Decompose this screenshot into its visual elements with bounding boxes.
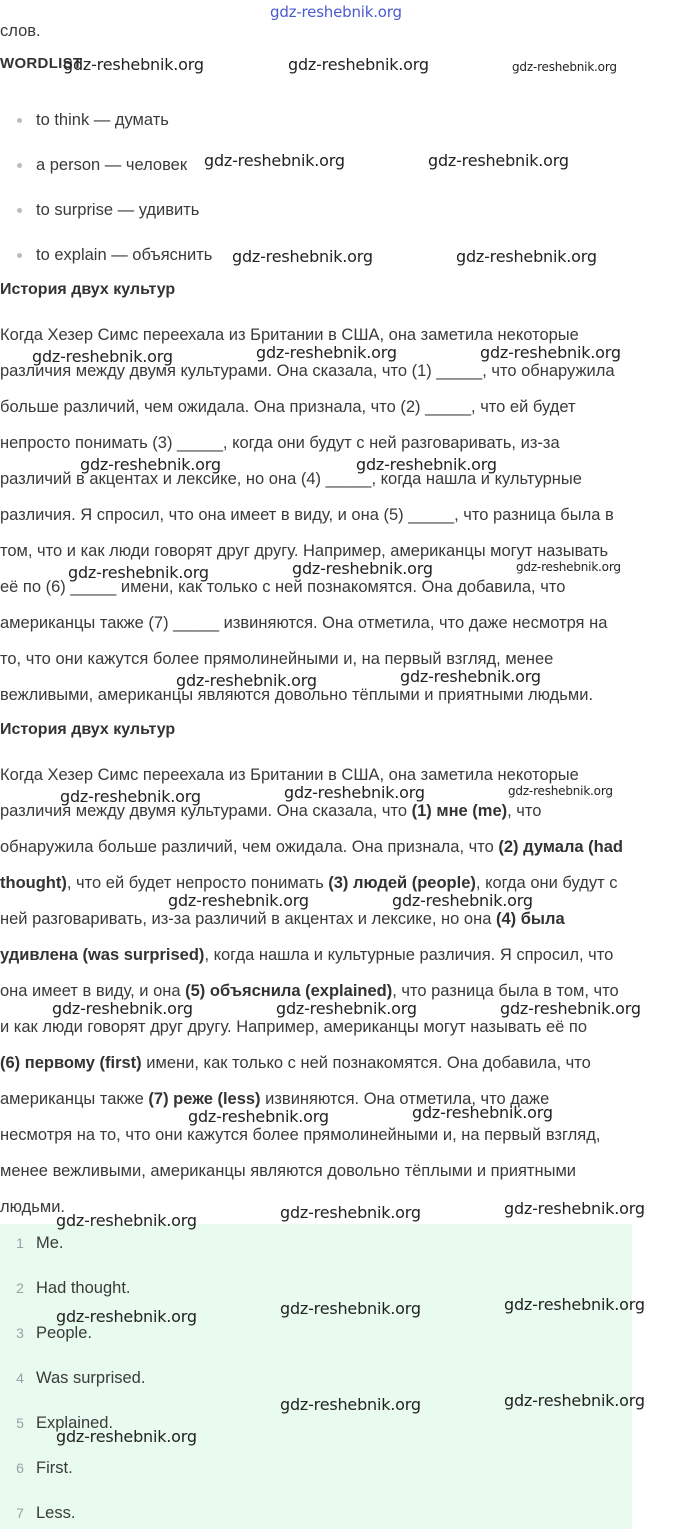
wordlist-item: to surprise — удивить: [0, 188, 212, 233]
task-line: различия между двумя культурами. Она сказала, что (1) _____, что обнаружила: [0, 362, 615, 380]
answer-line: [0, 1045, 680, 1081]
answer-paragraph: [0, 757, 680, 1225]
watermark-text: gdz-reshebnik.org: [52, 999, 193, 1018]
watermark-text: gdz-reshebnik.org: [392, 891, 533, 910]
answer-line: [0, 937, 680, 973]
answer-value: Me.: [36, 1234, 64, 1252]
answer-text: , когда они будут с: [475, 874, 618, 892]
answer-value: People.: [36, 1324, 92, 1342]
answer-value: Less.: [36, 1504, 76, 1522]
watermark-text: gdz-reshebnik.org: [276, 999, 417, 1018]
answer-text: Когда Хезер Симс переехала из Британии в США, она заметила некоторые: [0, 766, 579, 784]
wordlist-item: to think — думать: [0, 98, 212, 143]
answer-text: несмотря на то, что они кажутся более прямолинейными и, на первый взгляд,: [0, 1126, 601, 1144]
watermark-text: gdz-reshebnik.org: [56, 1211, 197, 1230]
answer-value: Explained.: [36, 1414, 114, 1432]
watermark-text: gdz-reshebnik.org: [508, 784, 613, 798]
watermark-text: gdz-reshebnik.org: [504, 1295, 645, 1314]
watermark-text: gdz-reshebnik.org: [176, 671, 317, 690]
answer-value: First.: [36, 1459, 73, 1477]
wordlist: [0, 98, 212, 278]
intro-text-tail: слов.: [0, 22, 41, 40]
task-line: американцы также (7) _____ извиняются. Она отметила, что даже несмотря на: [0, 614, 608, 632]
watermark-text: gdz-reshebnik.org: [292, 559, 433, 578]
watermark-text: gdz-reshebnik.org: [204, 151, 345, 170]
task-line: Когда Хезер Симс переехала из Британии в США, она заметила некоторые: [0, 326, 579, 344]
wordlist-heading: WORDLIST: [0, 55, 83, 72]
task-line: непросто понимать (3) _____, когда они будут с ней разговаривать, из-за: [0, 434, 560, 452]
answer-section-title: История двух культур: [0, 721, 176, 738]
answer-highlight: (6) первому (first): [0, 1054, 142, 1072]
answer-highlight: (5) объяснила (explained): [185, 982, 393, 1000]
watermark-text: gdz-reshebnik.org: [168, 891, 309, 910]
answer-line: [0, 829, 680, 865]
task-line: вежливыми, американцы являются довольно тёплыми и приятными людьми.: [0, 686, 594, 704]
watermark-text: gdz-reshebnik.org: [284, 783, 425, 802]
answer-number: 2: [16, 1280, 24, 1296]
answer-text: американцы также: [0, 1090, 149, 1108]
answer-number: 7: [16, 1505, 24, 1521]
watermark-text: gdz-reshebnik.org: [280, 1299, 421, 1318]
answer-highlight: (2) думала (had: [498, 838, 624, 856]
watermark-text: gdz-reshebnik.org: [400, 667, 541, 686]
answer-text: менее вежливыми, американцы являются довольно тёплыми и приятными: [0, 1162, 577, 1180]
answer-text: и как люди говорят друг другу. Например, американцы могут называть её по: [0, 1018, 587, 1036]
answer-text: обнаружила больше различий, чем ожидала. Она признала, что: [0, 838, 499, 856]
watermark-text: gdz-reshebnik.org: [512, 60, 617, 74]
answer-text: , когда нашла и культурные различия. Я спросил, что: [204, 946, 614, 964]
watermark-text: gdz-reshebnik.org: [280, 1395, 421, 1414]
answer-highlight: (1) мне (me): [411, 802, 508, 820]
watermark-text: gdz-reshebnik.org: [56, 1427, 197, 1446]
task-paragraph: [0, 317, 680, 713]
watermark-text: gdz-reshebnik.org: [280, 1203, 421, 1222]
watermark-text: gdz-reshebnik.org: [270, 3, 402, 21]
watermark-text: gdz-reshebnik.org: [412, 1103, 553, 1122]
answer-text: различия между двумя культурами. Она сказала, что: [0, 802, 412, 820]
task-line: больше различий, чем ожидала. Она признала, что (2) _____, что ей будет: [0, 398, 576, 416]
watermark-text: gdz-reshebnik.org: [288, 55, 429, 74]
task-line: том, что и как люди говорят друг другу. Например, американцы могут называть: [0, 542, 609, 560]
task-line: различий в акцентах и лексике, но она (4) _____, когда нашла и культурные: [0, 470, 582, 488]
answer-highlight: удивлена (was surprised): [0, 946, 205, 964]
wordlist-item: to explain — объяснить: [0, 233, 212, 278]
answer-text: имени, как только с ней познакомятся. Она добавила, что: [141, 1054, 591, 1072]
answer-list: [0, 1224, 632, 1529]
watermark-text: gdz-reshebnik.org: [480, 343, 621, 362]
task-line: её по (6) _____ имени, как только с ней познакомятся. Она добавила, что: [0, 578, 566, 596]
task-line: различия. Я спросил, что она имеет в виду, и она (5) _____, что разница была в: [0, 506, 614, 524]
answer-value: Had thought.: [36, 1279, 131, 1297]
answer-highlight: (7) реже (less): [148, 1090, 261, 1108]
watermark-text: gdz-reshebnik.org: [504, 1199, 645, 1218]
answer-text: , что: [507, 802, 542, 820]
answer-item: [0, 1224, 632, 1269]
answer-text: ней разговаривать, из-за различий в акцентах и лексике, но она: [0, 910, 496, 928]
watermark-text: gdz-reshebnik.org: [68, 563, 209, 582]
answer-text: людьми.: [0, 1198, 66, 1216]
answer-line: [0, 901, 680, 937]
watermark-text: gdz-reshebnik.org: [504, 1391, 645, 1410]
watermark-text: gdz-reshebnik.org: [232, 247, 373, 266]
answer-number: 3: [16, 1325, 24, 1341]
answer-item: [0, 1449, 632, 1494]
watermark-text: gdz-reshebnik.org: [60, 787, 201, 806]
answer-text: она имеет в виду, и она: [0, 982, 186, 1000]
answer-text: , что разница была в том, что: [392, 982, 619, 1000]
watermark-text: gdz-reshebnik.org: [516, 560, 621, 574]
answer-highlight: thought): [0, 874, 67, 892]
watermark-text: gdz-reshebnik.org: [456, 247, 597, 266]
watermark-text: gdz-reshebnik.org: [500, 999, 641, 1018]
task-line: то, что они кажутся более прямолинейными и, на первый взгляд, менее: [0, 650, 554, 668]
answer-number: 6: [16, 1460, 24, 1476]
watermark-text: gdz-reshebnik.org: [188, 1107, 329, 1126]
watermark-text: gdz-reshebnik.org: [80, 455, 221, 474]
answer-item: [0, 1494, 632, 1539]
answer-number: 5: [16, 1415, 24, 1431]
answer-number: 1: [16, 1235, 24, 1251]
answer-highlight: (4) была: [495, 910, 565, 928]
task-section-title: История двух культур: [0, 281, 176, 298]
answer-line: [0, 1153, 680, 1189]
answer-number: 4: [16, 1370, 24, 1386]
answer-value: Was surprised.: [36, 1369, 146, 1387]
wordlist-item: a person — человек: [0, 143, 212, 188]
answer-highlight: (3) людей (people): [328, 874, 476, 892]
answer-line: [0, 1081, 680, 1117]
watermark-text: gdz-reshebnik.org: [32, 347, 173, 366]
watermark-text: gdz-reshebnik.org: [56, 1307, 197, 1326]
watermark-text: gdz-reshebnik.org: [428, 151, 569, 170]
answer-line: [0, 1117, 680, 1153]
answer-text: извиняются. Она отметила, что даже: [260, 1090, 550, 1108]
answer-text: , что ей будет непросто понимать: [66, 874, 329, 892]
answer-line: [0, 865, 680, 901]
watermark-text: gdz-reshebnik.org: [356, 455, 497, 474]
watermark-text: gdz-reshebnik.org: [256, 343, 397, 362]
watermark-text: gdz-reshebnik.org: [63, 55, 204, 74]
